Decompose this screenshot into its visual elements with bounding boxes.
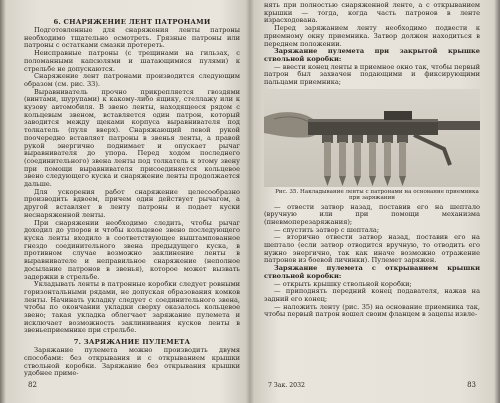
subheading-closed-cover: Заряжание пулемета при закрытой крышке ствольной коробки:: [264, 47, 480, 63]
paragraph: Для ускорения работ снаряжение целесообразно производить вдвоем, причем один действует рычагом, а другой вставляет в ленту патроны и подает куски неснаряженной ленты.: [24, 187, 240, 219]
paragraph: — спустить затвор с шептала;: [274, 225, 380, 234]
paragraph: — вторично отвести затвор назад, поставив его на шептало (если затвор отводится вручную, то отводить его нужно энергично, так как иначе возможно отражение патронов из боевой личинки). Пулемет заряжен.: [264, 233, 480, 265]
page-number-left: 82: [28, 381, 37, 389]
right-page: [258, 0, 490, 403]
section-heading-7: 7. ЗАРЯЖАНИЕ ПУЛЕМЕТА: [73, 338, 191, 347]
paragraph: — отвести затвор назад, поставив его на шептало (вручную или при помощи механизма (пневмоперезаряжания);: [264, 202, 480, 226]
paragraph: Подготовленные для снаряжения ленты патроны необходимо тщательно осмотреть. Грязные патроны или патроны с остатками смазки протереть.: [24, 26, 240, 50]
section-heading-6: 6. СНАРЯЖЕНИЕ ЛЕНТ ПАТРОНАМИ: [53, 18, 211, 26]
left-page: [14, 0, 246, 403]
right-page-text: [264, 2, 480, 319]
paragraph: — ввести конец ленты в приемное окно так, чтобы первый патрон был захвачен подающими и фиксирующими пальцами приемника;: [264, 62, 480, 87]
machine-gun-belt-illustration: [264, 89, 480, 187]
paragraph: Заряжание пулемета можно производить двумя способами: без открывания и с открыванием крышки ствольной коробки. Заряжание без открывания крышки удобнее приме-: [24, 346, 240, 378]
paragraph: Неисправные патроны (с трещинами на гильзах, с поломанными капсюлями и шатающимися пулями) к стрельбе не допускаются.: [24, 49, 240, 73]
subheading-open-cover: Заряжание пулемета с открыванием крышки ствольной коробки:: [264, 264, 480, 280]
paragraph: Укладывать ленты в патронные коробки следует ровными горизонтальными рядами, не допуская образования комков ленты. Начинать укладку следует с соединительного звена, чтобы по окончании укладки сверху оказалось кольцевое звено; такая укладка облегчает заряжание пулемета и исключает возможность заклинивания кусков ленты в звеньеприемнике при стрельбе.: [24, 280, 240, 335]
paragraph: — приподнять передний конец подавателя, нажав на задний его конец;: [264, 287, 480, 303]
paragraph: нять при полностью снаряженной ленте, а с открыванием крышки — тогда, когда часть патронов в ленте израсходована.: [264, 1, 480, 25]
paragraph: Снаряжение лент патронами производится следующим образом (см. рис. 33).: [24, 72, 240, 88]
figure-caption: Рис. 35. Накладывание ленты с патронами на основание приемника при заряжании: [275, 188, 479, 202]
paragraph: Выравниватель прочно прикрепляется гвоздями (винтами, шурупами) к какому-либо ящику, стеллажу или к кузову автомобиля. В звено ленты, находящееся рядом с кольцевым звеном, вставляется один патрон, который заводится между щеками корпуса выравнивателя под толкатель (пуля вверх). Снаряжающий левой рукой поочередно вставляет патроны в звенья ленты, а правой рукой энергично поднимает и опускает рычаг выравнивателя до упора. Перед ходом последнего (соединительного) звена ленты под толкатель к этому звену при помощи выравнивателя присоединяется кольцевое звено следующего куска и снаряжение ленты продолжается дальше.: [24, 87, 240, 189]
page-number-right: 83: [467, 381, 476, 389]
left-page-text: [24, 18, 240, 378]
paragraph: При снаряжении необходимо следить, чтобы рычаг доходил до упоров и чтобы кольцевое звено последующего куска ленты входило в соответствующее выштампованное гнездо соединительного звена предыдущего куска, в противном случае возможно заклинение ленты в выравнивателе и неправильное снаряжение (неполное досылание патронов в звенья), которое может вызвать задержки в стрельбе.: [24, 218, 240, 281]
paragraph: — наложить ленту (рис. 35) на основание приемника так, чтобы первый патрон вошел своим фланцем в зацепы извле-: [264, 302, 480, 319]
paragraph: — открыть крышку ствольной коробки;: [274, 279, 412, 288]
printer-footnote: 7 Зак. 2032: [268, 382, 305, 389]
figure-35-photo: [264, 89, 480, 187]
paragraph: Перед заряжанием ленту необходимо подвести к приемному окну приемника. Затвор должен находиться в переднем положении.: [264, 24, 480, 48]
